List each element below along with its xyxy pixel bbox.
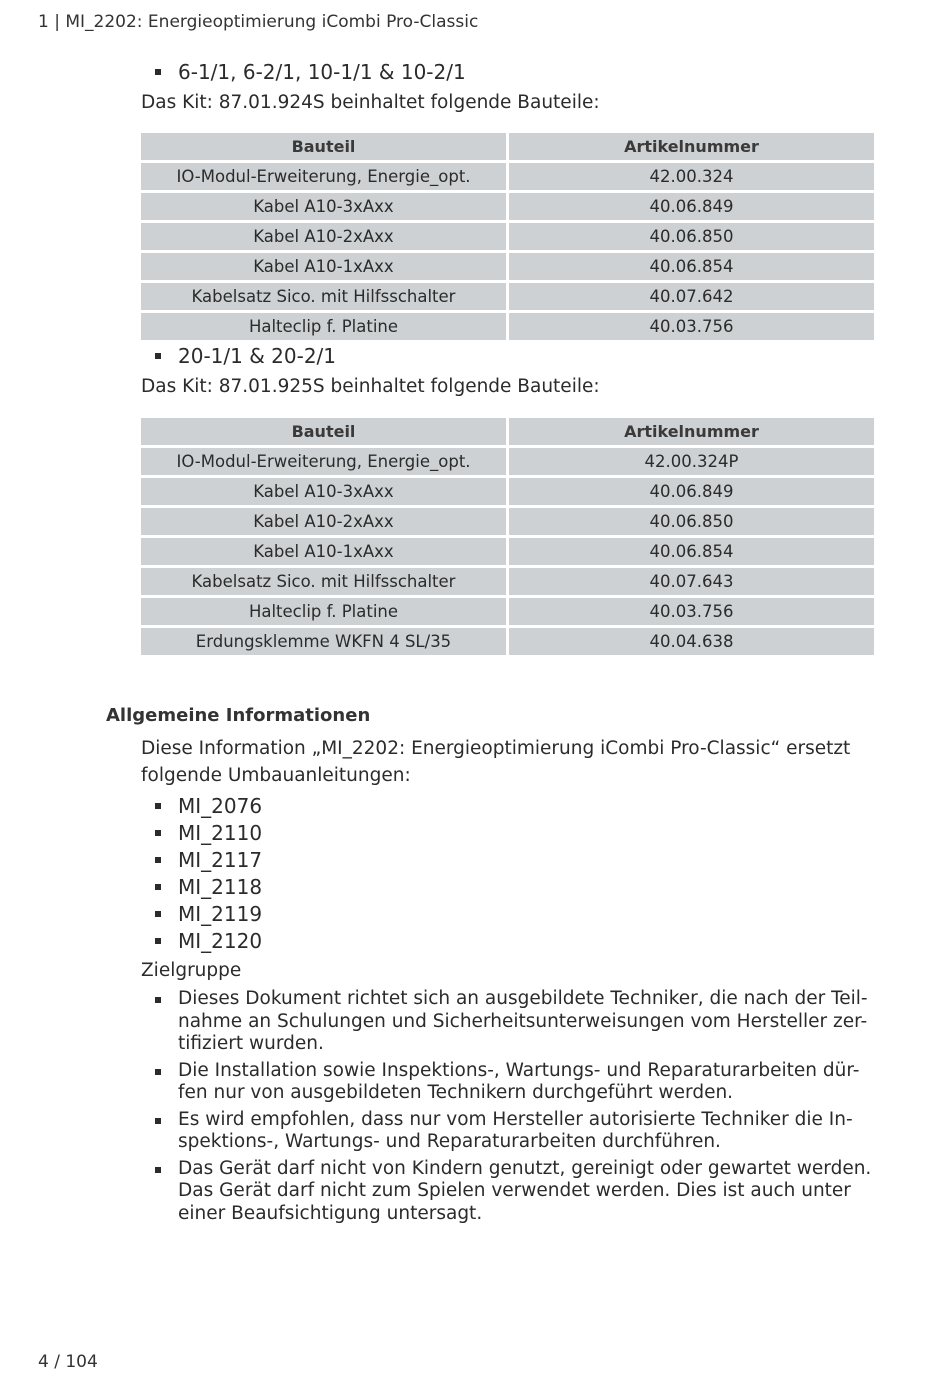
table-row <box>141 448 874 475</box>
list-item-label: MI_2076 <box>178 794 263 818</box>
table-row <box>141 253 874 280</box>
target-group-list <box>155 988 880 1229</box>
list-item-label: MI_2119 <box>178 902 263 926</box>
cell-article-number: 40.04.638 <box>509 628 874 655</box>
target-group-label: Zielgruppe <box>141 960 242 981</box>
list-item <box>155 901 262 928</box>
bullet-square-icon <box>155 938 161 944</box>
cell-article-number: 40.07.642 <box>509 283 874 310</box>
table-row <box>141 538 874 565</box>
list-item <box>155 1109 880 1154</box>
cell-part: Halteclip f. Platine <box>141 598 506 625</box>
cell-article-number: 40.06.849 <box>509 478 874 505</box>
model-label: 20-1/1 & 20-2/1 <box>178 344 337 368</box>
cell-article-number: 40.03.756 <box>509 598 874 625</box>
parts-table-kit-2 <box>138 415 877 658</box>
cell-part: Kabel A10-2xAxx <box>141 223 506 250</box>
cell-article-number: 42.00.324 <box>509 163 874 190</box>
cell-part: IO-Modul-Erweiterung, Energie_opt. <box>141 448 506 475</box>
kit-intro: Das Kit: 87.01.925S beinhaltet folgende Bauteile: <box>141 376 600 397</box>
page-number: 4 / 104 <box>38 1352 98 1372</box>
list-item-text: Es wird empfohlen, dass nur vom Hersteller autorisierte Techniker die In-spektions-, Wartungs- und Reparaturarbeiten durchführen. <box>178 1108 853 1152</box>
cell-part: Kabel A10-2xAxx <box>141 508 506 535</box>
cell-article-number: 40.03.756 <box>509 313 874 340</box>
cell-part: Halteclip f. Platine <box>141 313 506 340</box>
table-row <box>141 568 874 595</box>
cell-article-number: 40.06.850 <box>509 508 874 535</box>
bullet-square-icon <box>155 353 161 359</box>
list-item <box>155 793 262 820</box>
column-header-bauteil: Bauteil <box>141 418 506 445</box>
parts-table-kit-1 <box>138 130 877 343</box>
replaced-instructions-list <box>155 793 262 955</box>
list-item-label: MI_2110 <box>178 821 263 845</box>
general-intro: Diese Information „MI_2202: Energieoptimierung iCombi Pro-Classic“ ersetzt folgende Umbauanleitungen: <box>141 738 851 786</box>
model-label: 6-1/1, 6-2/1, 10-1/1 & 10-2/1 <box>178 60 466 84</box>
list-item-text: Die Installation sowie Inspektions-, Wartungs- und Reparaturarbeiten dür-fen nur von ausgebildeten Technikern durchgeführt werden. <box>178 1059 860 1103</box>
cell-part: Erdungsklemme WKFN 4 SL/35 <box>141 628 506 655</box>
bullet-square-icon <box>155 911 161 917</box>
model-list-item <box>155 344 336 368</box>
table-header-row <box>141 418 874 445</box>
cell-part: Kabelsatz Sico. mit Hilfsschalter <box>141 568 506 595</box>
cell-article-number: 40.06.849 <box>509 193 874 220</box>
table-row <box>141 283 874 310</box>
table-row <box>141 598 874 625</box>
cell-article-number: 40.06.850 <box>509 223 874 250</box>
cell-article-number: 42.00.324P <box>509 448 874 475</box>
table-header-row <box>141 133 874 160</box>
cell-article-number: 40.06.854 <box>509 253 874 280</box>
table-row <box>141 508 874 535</box>
column-header-bauteil: Bauteil <box>141 133 506 160</box>
cell-article-number: 40.06.854 <box>509 538 874 565</box>
list-item <box>155 928 262 955</box>
bullet-square-icon <box>155 803 161 809</box>
bullet-square-icon <box>155 1118 161 1124</box>
bullet-square-icon <box>155 997 161 1003</box>
bullet-square-icon <box>155 69 161 75</box>
bullet-square-icon <box>155 830 161 836</box>
list-item-label: MI_2117 <box>178 848 263 872</box>
cell-part: Kabel A10-1xAxx <box>141 538 506 565</box>
list-item <box>155 1060 880 1105</box>
list-item-text: Das Gerät darf nicht von Kindern genutzt, gereinigt oder gewartet werden. Das Gerät darf nicht zum Spielen verwendet werden. Dies ist auch unter einer Beaufsichtigung untersagt. <box>178 1157 872 1224</box>
table-row <box>141 163 874 190</box>
bullet-square-icon <box>155 884 161 890</box>
table-row <box>141 313 874 340</box>
bullet-square-icon <box>155 857 161 863</box>
list-item-label: MI_2118 <box>178 875 263 899</box>
list-item <box>155 988 880 1056</box>
cell-part: Kabel A10-3xAxx <box>141 193 506 220</box>
table-row <box>141 478 874 505</box>
table-row <box>141 628 874 655</box>
cell-part: Kabel A10-1xAxx <box>141 253 506 280</box>
list-item <box>155 847 262 874</box>
model-list-item <box>155 60 466 84</box>
cell-part: Kabelsatz Sico. mit Hilfsschalter <box>141 283 506 310</box>
list-item <box>155 1158 880 1226</box>
list-item-text: Dieses Dokument richtet sich an ausgebildete Techniker, die nach der Teil-nahme an Schulungen und Sicherheitsunterweisungen vom Hersteller zer-tifiziert wurden. <box>178 988 868 1054</box>
bullet-square-icon <box>155 1167 161 1173</box>
list-item-label: MI_2120 <box>178 929 263 953</box>
table-row <box>141 223 874 250</box>
cell-part: Kabel A10-3xAxx <box>141 478 506 505</box>
column-header-artikelnummer: Artikelnummer <box>509 133 874 160</box>
column-header-artikelnummer: Artikelnummer <box>509 418 874 445</box>
table-row <box>141 193 874 220</box>
section-title: Allgemeine Informationen <box>106 705 371 726</box>
cell-article-number: 40.07.643 <box>509 568 874 595</box>
list-item <box>155 820 262 847</box>
bullet-square-icon <box>155 1069 161 1075</box>
page-header: 1 | MI_2202: Energieoptimierung iCombi Pro-Classic <box>38 12 479 32</box>
kit-intro: Das Kit: 87.01.924S beinhaltet folgende Bauteile: <box>141 92 600 113</box>
list-item <box>155 874 262 901</box>
cell-part: IO-Modul-Erweiterung, Energie_opt. <box>141 163 506 190</box>
